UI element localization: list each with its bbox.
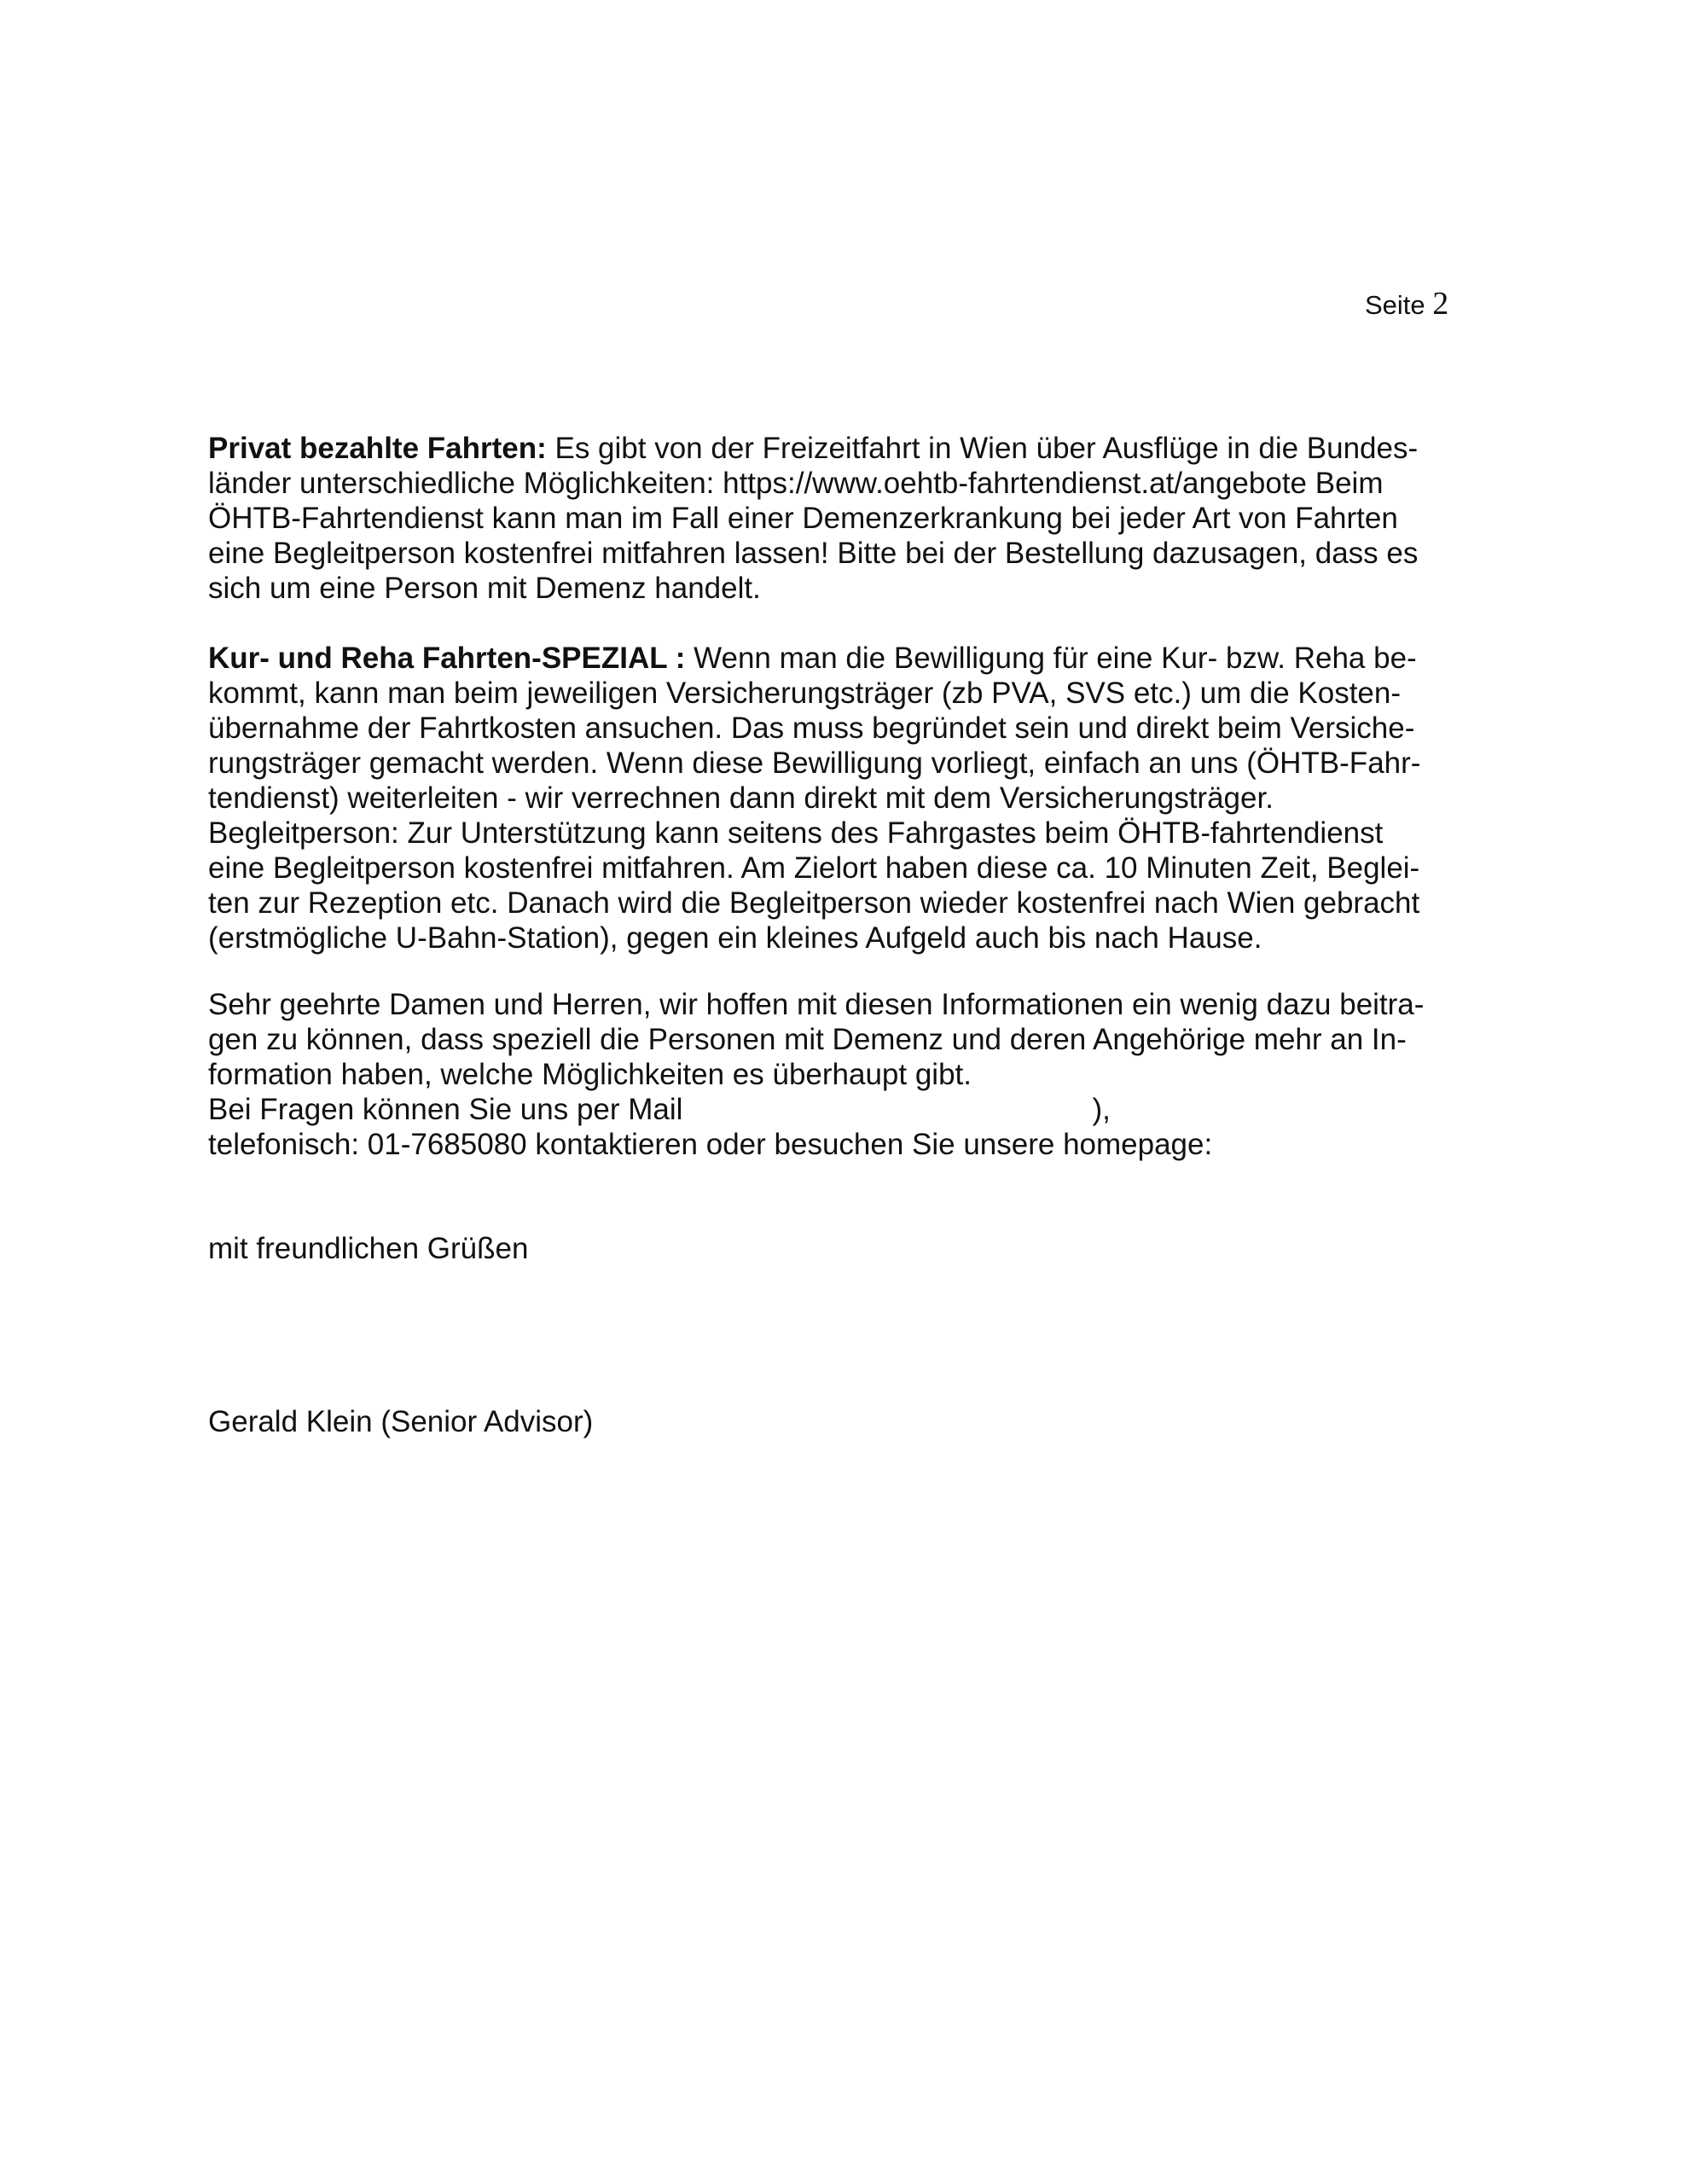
page-number-value: 2 [1432,286,1449,322]
paragraph-line: übernahme der Fahrtkosten ansuchen. Das muss begründet sein und direkt beim Versiche- [208,712,1415,745]
page-number [1365,285,1448,322]
paragraph-line: kommt, kann man beim jeweiligen Versicherungsträger (zb PVA, SVS etc.) um die Kosten- [208,677,1402,710]
section-heading-kur-reha: Kur- und Reha Fahrten-SPEZIAL : [208,642,686,675]
signature-name: Gerald Klein (Senior Advisor) [208,1405,594,1438]
page-number-label: Seite [1365,290,1425,320]
paragraph-line: ten zur Rezeption etc. Danach wird die Begleitperson wieder kostenfrei nach Wien gebracht [208,886,1420,920]
paragraph-closing [208,987,1454,1162]
paragraph-line [208,641,1454,676]
paragraph-line: tendienst) weiterleiten - wir verrechnen dann direkt mit dem Versicherungsträger. [208,781,1274,815]
paragraph-line: Sehr geehrte Damen und Herren, wir hoffen mit diesen Informationen ein wenig dazu beitra- [208,988,1425,1021]
contact-mail-suffix: ), [1092,1093,1111,1126]
paragraph-line: Begleitperson: Zur Unterstützung kann seitens des Fahrgastes beim ÖHTB-fahrtendienst [208,816,1384,850]
paragraph-line [208,431,1454,466]
paragraph-line: gen zu können, dass speziell die Personen mit Demenz und deren Angehörige mehr an In- [208,1023,1407,1056]
contact-mail-line [208,1092,1454,1127]
paragraph-line: ÖHTB-Fahrtendienst kann man im Fall einer Demenzerkrankung bei jeder Art von Fahrten [208,502,1398,535]
paragraph-text: Wenn man die Bewilligung für eine Kur- bzw. Reha be- [685,642,1417,675]
paragraph-line: formation haben, welche Möglichkeiten es überhaupt gibt. [208,1058,972,1091]
paragraph-line: rungsträger gemacht werden. Wenn diese Bewilligung vorliegt, einfach an uns (ÖHTB-Fahr- [208,746,1421,780]
paragraph-private-trips [208,431,1454,606]
section-heading-private-trips: Privat bezahlte Fahrten: [208,432,547,465]
paragraph-line: eine Begleitperson kostenfrei mitfahren. Am Zielort haben diese ca. 10 Minuten Zeit, Beglei- [208,851,1420,885]
contact-phone-line: telefonisch: 01-7685080 kontaktieren oder besuchen Sie unsere homepage: [208,1128,1213,1161]
paragraph-line: eine Begleitperson kostenfrei mitfahren lassen! Bitte bei der Bestellung dazusagen, dass es [208,537,1419,570]
paragraph-line: (erstmögliche U-Bahn-Station), gegen ein kleines Aufgeld auch bis nach Hause. [208,921,1262,955]
paragraph-text: Es gibt von der Freizeitfahrt in Wien über Ausflüge in die Bundes- [546,432,1419,465]
signature [208,1404,1454,1439]
paragraph-line: länder unterschiedliche Möglichkeiten: https://www.oehtb-fahrtendienst.at/angebote Beim [208,467,1384,500]
greeting-text: mit freundlichen Grüßen [208,1232,529,1265]
paragraph-kur-reha-trips [208,641,1454,956]
contact-mail-prefix: Bei Fragen können Sie uns per Mail [208,1093,683,1126]
greeting [208,1231,1454,1266]
paragraph-line: sich um eine Person mit Demenz handelt. [208,572,761,605]
